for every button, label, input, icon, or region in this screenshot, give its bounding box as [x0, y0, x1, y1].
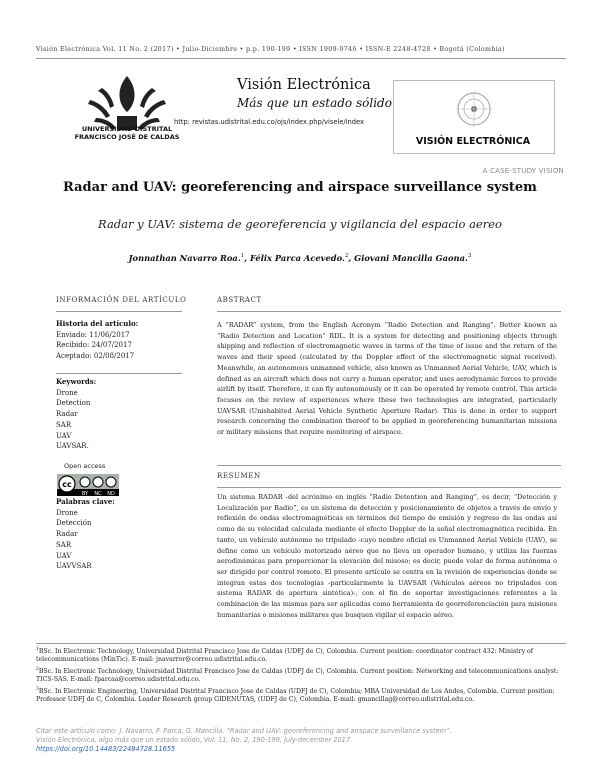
citation-line: Visión Electrónica, algo más que un estado sólido, Vol. 11, No. 2, 190-199, july-december 2017.	[36, 736, 353, 744]
footnote-mark: 1	[36, 647, 39, 652]
resumen-text: Un sistema RADAR -del acrónimo en inglés “Radio Detention and Ranging”, es decir, “Detección y Localización por Radio”, es un sistema de detección y posicionamiento de objetos a través de envío y reflexión de ondas electromagnéticas en términos del tiempo de emisión y regreso de las ondas así como de su velocidad calculada mediante el efecto Doppler de la señal electromagnética recibida. En tanto, un vehículo autónomo no tripulado -cuyo nombre oficial es Unmanned Aerial Vehicle (UAV), se define como un vehículo motorizado aéreo que no lleva un operador humano, y utiliza las fuerzas aerodinámicas para proporcionar la elevación del misoso; es decir, puede volar de forma autónoma o ser dirigido por control remoto. El presente artículo se centra en la revisión de experiencias donde se integran estas dos tecnologías -particularmente la UAVSAR (Vehículos aéreos no tripulados con sistema RADAR de apertura sintética)-, con el fin de soportar investigaciones referentes a la combinación de las mismas para ser aplicadas como herramienta de georreferenciación para misiones humanitarias o misiones militares que busquen vigilar el espacio aéreo.	[217, 493, 557, 619]
history-date: Recibido: 24/07/2017	[56, 341, 132, 350]
keyword: UAVSAR.	[56, 442, 89, 451]
history-date: Enviado: 11/06/2017	[56, 330, 130, 339]
author-list: Jonnathan Navarro Roa.$^1$, Félix Parca Acevedo.$^2$, Giovani Mancilla Gaona.$^3$	[128, 253, 472, 263]
citation	[36, 727, 566, 754]
palabra: SAR	[56, 540, 72, 549]
footnote	[36, 666, 566, 685]
university-name-line1: UNIVERSIDAD DISTRITAL	[81, 125, 173, 133]
abstract-text: A “RADAR” system, from the English Acronym “Radio Detection and Ranging”. Better known as “Radio Detection and Location” RDL. It is a system for detecting and positioning objects through shipping and reflection of electromagnetic waves in terms of the time of issue and the return of the waves and their speed (calculated by the Doppler effect of the electromagnetic signal received). Meanwhile, an autonomous unmanned vehicle, also known as Unmanned Aerial Vehicle, UAV, which is defined as an aircraft which does not carry a human operator, and uses aerodynamic forces to provide airlift by itself. Therefore, it can fly autonomously or it can be operated by remote control. This article focuses on the review of experiences where these two technologies are integrated, particularly UAVSAR (Unishabited Aerial Vehicle Synthetic Aperture Radar). This is done in order to support research concerning the combination thereof to be applied in georeferencing humanitarian missions or military missions that require monitoring of airspace.	[217, 321, 557, 437]
article-history	[56, 319, 182, 362]
journal-logo-icon	[452, 86, 496, 132]
cc-badge-text: BY	[81, 491, 89, 496]
divider	[56, 311, 182, 312]
footnote-text: BSc. In Electronic Engineering, Universidad Distrital Francisco Jose de Caldas (UDFJ de C), Colombia; MBA Universidad de Los Andes, Colombia. Current position: Professor UDFJ de C, Colombia. Leader Research group GIDENUTAS, (UDFJ de C), Colombia. E-mail: gmancillag@correo.udistrital.edu.co.	[36, 688, 555, 704]
author-mark: 3	[467, 253, 472, 260]
divider	[217, 311, 561, 312]
history-label: Historia del artículo:	[56, 319, 139, 328]
article-title: Radar and UAV: georeferencing and airspace surveillance system	[63, 180, 537, 195]
cc-badge-text: ND	[107, 491, 115, 496]
keyword: SAR	[56, 420, 72, 429]
divider	[217, 487, 561, 488]
doi-link[interactable]: https://doi.org/10.14483/22484728.11655	[36, 745, 176, 753]
header-rule	[36, 58, 566, 59]
footnote-mark: 3	[36, 687, 39, 692]
journal-title: Visión Electrónica	[237, 77, 371, 93]
footnote	[36, 686, 566, 705]
abstract-heading: ABSTRACT	[217, 296, 262, 304]
keywords	[56, 377, 182, 452]
history-date: Aceptado: 02/08/2017	[56, 352, 135, 361]
palabra: UAV	[56, 551, 72, 560]
author-name: Jonnathan Navarro Roa.	[128, 253, 241, 263]
footnote-text: BSc. In Electronic Technology, Universidad Distrital Francisco Jose de Caldas (UDFJ de C), Colombia. Current position: coordinator contract 432: Ministry of telecommunications (MinTic). E-mail: jnavarror@correo.udistrital.edu.co.	[36, 648, 534, 664]
cc-badge-text: cc	[62, 480, 72, 489]
resumen-heading: RESUMEN	[217, 472, 261, 480]
article-title-spanish: Radar y UAV: sistema de georeferencia y vigilancia del espacio aereo	[98, 217, 502, 231]
palabras-label: Palabras clave:	[56, 497, 115, 506]
author-mark: 1	[240, 253, 245, 260]
open-access-label: Open access	[64, 462, 106, 470]
palabra: Detección	[56, 519, 92, 528]
journal-subtitle: Más que un estado sólido	[237, 96, 392, 110]
palabra: Radar	[56, 530, 78, 539]
author-name: Félix Parca Acevedo.	[249, 253, 345, 263]
palabras-clave	[56, 497, 182, 572]
footnote-rule	[36, 643, 566, 644]
author-mark: 2	[344, 253, 349, 260]
university-name	[62, 125, 192, 141]
journal-url-link[interactable]: http: revistas.udistrital.edu.co/ojs/index.php/visele/index	[174, 118, 364, 126]
keywords-label: Keywords:	[56, 377, 97, 386]
cc-badge-text: NC	[94, 491, 102, 496]
running-header: Visión Electrónica Vol. 11 No. 2 (2017) • Julio-Diciembre • p.p. 190-199 • ISSN 1909-9746 • ISSN-E 2248-4728 • Bogotá (Colombia)	[36, 46, 505, 53]
divider	[217, 465, 561, 466]
university-name-line2: FRANCISCO JOSÉ DE CALDAS	[74, 133, 180, 141]
footnote	[36, 646, 566, 665]
keyword: Drone	[56, 388, 78, 397]
creative-commons-icon[interactable]	[57, 474, 119, 496]
palabra: Drone	[56, 508, 78, 517]
keyword: Detection	[56, 399, 91, 408]
palabra: UAVVSAR	[56, 562, 92, 571]
keyword: UAV	[56, 431, 72, 440]
keyword: Radar	[56, 410, 78, 419]
citation-line: Citar este artículo como: J. Navarro, F. Parca, G. Mancilla. “Radar and UAV: georeferencing and airspace surveillance system”.	[36, 727, 452, 735]
divider	[56, 373, 182, 374]
journal-logo-text: VISIÓN ELECTRÓNICA	[415, 136, 531, 147]
footnote-text: BSc. In Electronic Technology, Universidad Distrital Francisco Jose de Caldas (UDFJ de C), Colombia. Current position: Networking and telecommunications analyst: TICS-SAS. E-mail: fparcaa@correo.udistrital.edu.co.	[36, 668, 559, 684]
article-type: A CASE-STUDY VISION	[482, 167, 564, 175]
article-info-heading: INFORMACIÓN DEL ARTÍCULO	[56, 296, 187, 304]
footnote-mark: 2	[36, 667, 39, 672]
author-name: Giovani Mancilla Gaona.	[354, 253, 468, 263]
